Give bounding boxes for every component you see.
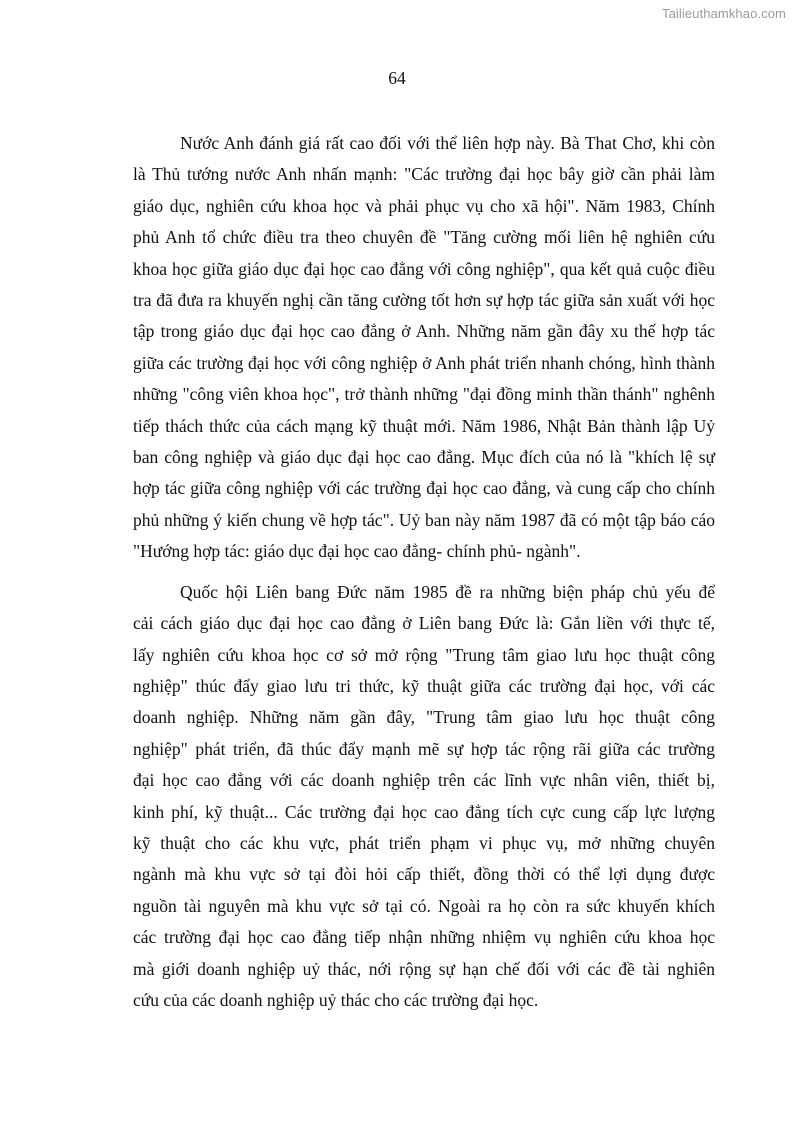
text-line: Quốc hội Liên bang Đức năm 1985 đề ra những biện pháp chủ yếu để bbox=[180, 581, 715, 602]
text-line: tập trong giáo dục đại học cao đẳng ở Anh. Những năm gần đây xu thế hợp tác bbox=[133, 321, 715, 342]
text-line: những "công viên khoa học", trở thành những "đại đồng minh thần thánh" nghênh bbox=[133, 384, 715, 405]
text-line: phủ những ý kiến chung về hợp tác". Uỷ ban này năm 1987 đã có một tập báo cáo bbox=[133, 509, 715, 530]
text-line: kinh phí, kỹ thuật... Các trường đại học cao đẳng tích cực cung cấp lực lượng bbox=[133, 801, 715, 822]
text-line: tiếp thách thức của cách mạng kỹ thuật mới. Năm 1986, Nhật Bản thành lập Uỷ bbox=[133, 415, 715, 436]
text-line: "Hướng hợp tác: giáo dục đại học cao đẳng- chính phủ- ngành". bbox=[133, 541, 581, 562]
text-line: cải cách giáo dục đại học cao đẳng ở Liên bang Đức là: Gắn liền với thực tế, bbox=[133, 613, 715, 634]
text-line: phủ Anh tổ chức điều tra theo chuyên đề "Tăng cường mối liên hệ nghiên cứu bbox=[133, 227, 715, 248]
text-line: ngành mà khu vực sở tại đòi hỏi cấp thiết, đồng thời có thể lợi dụng được bbox=[133, 864, 715, 885]
text-line: kỹ thuật cho các khu vực, phát triển phạm vi phục vụ, mở những chuyên bbox=[133, 832, 715, 853]
paragraph-2 bbox=[133, 577, 715, 1017]
text-line: giáo dục, nghiên cứu khoa học và phải phục vụ cho xã hội". Năm 1983, Chính bbox=[133, 195, 715, 216]
text-line: nghiệp" phát triển, đã thúc đẩy mạnh mẽ sự hợp tác rộng rãi giữa các trường bbox=[133, 738, 715, 759]
page-number: 64 bbox=[388, 68, 406, 88]
paragraph-1 bbox=[133, 128, 715, 568]
text-line: giữa các trường đại học với công nghiệp ở Anh phát triển nhanh chóng, hình thành bbox=[133, 352, 715, 373]
text-line: ban công nghiệp và giáo dục đại học cao đẳng. Mục đích của nó là "khích lệ sự bbox=[133, 447, 715, 468]
paragraph-gap bbox=[133, 568, 715, 577]
text-line: mà giới doanh nghiệp uỷ thác, nới rộng sự hạn chế đối với các đề tài nghiên bbox=[133, 958, 715, 979]
text-line: doanh nghiệp. Những năm gần đây, "Trung tâm giao lưu học thuật công bbox=[133, 707, 715, 728]
text-line: nguồn tài nguyên mà khu vực sở tại có. Ngoài ra họ còn ra sức khuyến khích bbox=[133, 895, 715, 916]
text-line: tra đã đưa ra khuyến nghị cần tăng cường tốt hơn sự hợp tác giữa sản xuất với học bbox=[133, 290, 715, 311]
text-line: hợp tác giữa công nghiệp với các trường đại học cao đẳng, và cung cấp cho chính bbox=[133, 478, 715, 499]
text-line: đại học cao đẳng với các doanh nghiệp trên các lĩnh vực nhân viên, thiết bị, bbox=[133, 770, 715, 791]
text-line: lấy nghiên cứu khoa học cơ sở mở rộng "Trung tâm giao lưu học thuật công bbox=[133, 644, 715, 665]
text-line: cứu của các doanh nghiệp uỷ thác cho các trường đại học. bbox=[133, 989, 539, 1010]
text-line: là Thủ tướng nước Anh nhấn mạnh: "Các trường đại học bây giờ cần phải làm bbox=[133, 164, 715, 185]
watermark: Tailieuthamkhao.com bbox=[661, 6, 786, 21]
text-line: Nước Anh đánh giá rất cao đối với thể liên hợp này. Bà That Chơ, khi còn bbox=[180, 133, 715, 153]
text-line: khoa học giữa giáo dục đại học cao đẳng với công nghiệp", qua kết quả cuộc điều bbox=[133, 258, 715, 279]
text-line: nghiệp" thúc đẩy giao lưu tri thức, kỹ thuật giữa các trường đại học, với các bbox=[133, 675, 715, 696]
text-line: các trường đại học cao đẳng tiếp nhận những nhiệm vụ nghiên cứu khoa học bbox=[133, 927, 715, 948]
document-body bbox=[133, 128, 715, 1016]
